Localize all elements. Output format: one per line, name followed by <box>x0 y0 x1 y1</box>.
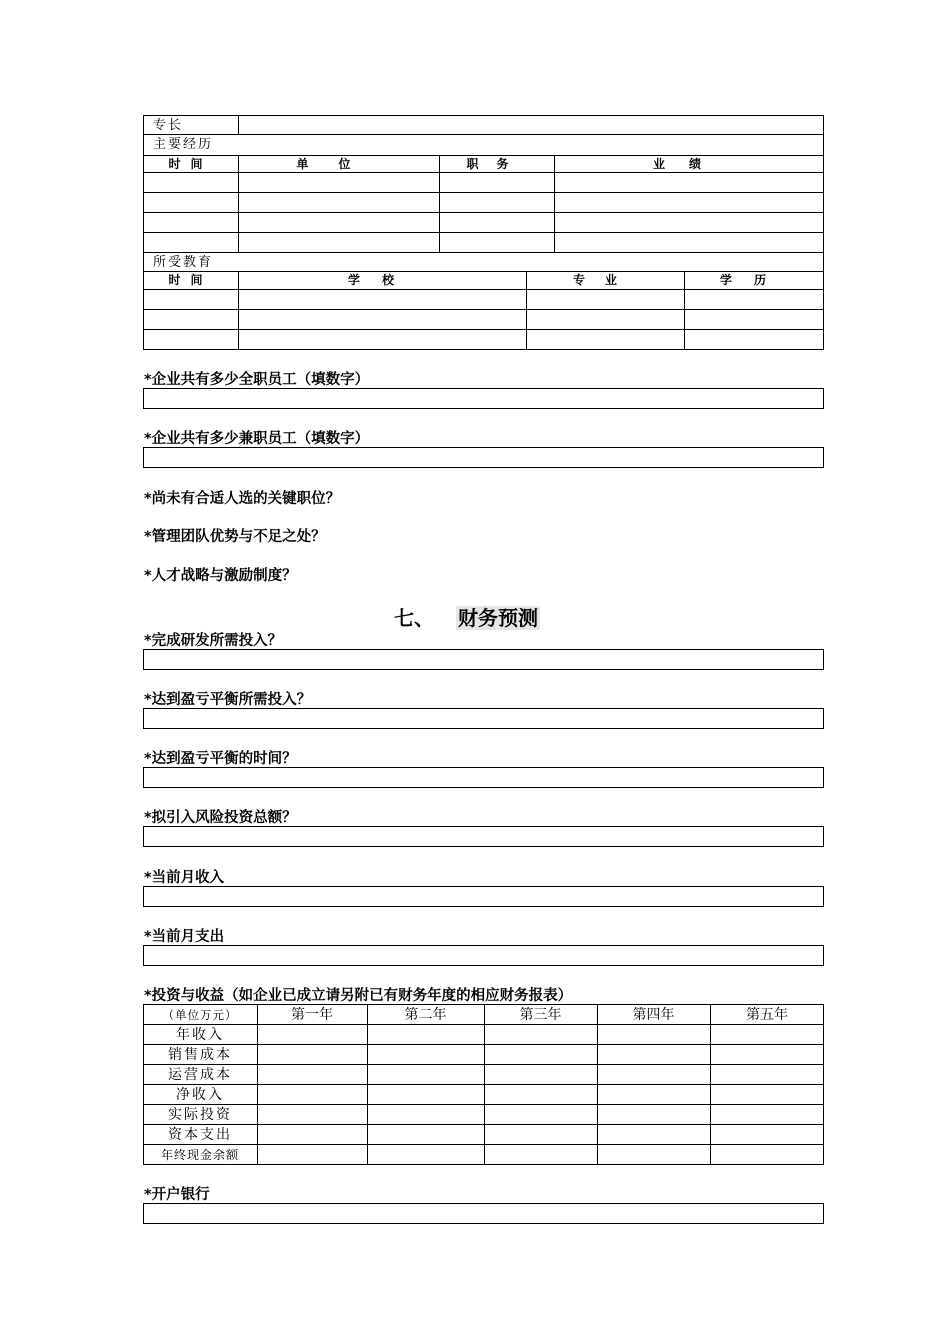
section-heading <box>394 604 540 632</box>
education-header-time: 时间 <box>168 273 213 287</box>
question-management-team: *管理团队优势与不足之处？ <box>144 529 326 545</box>
specialty-label: 专长 <box>153 118 184 133</box>
experience-header-achievement: 业绩 <box>652 157 725 171</box>
section-title: 财务预测 <box>458 606 538 630</box>
specialty-field[interactable] <box>240 116 823 134</box>
experience-header-position: 职务 <box>466 157 527 171</box>
question-bank: *开户银行 <box>144 1187 210 1203</box>
parttime-staff-input[interactable] <box>143 447 824 468</box>
question-monthly-expense: *当前月支出 <box>144 929 225 945</box>
forecast-row-label: 实际投资 <box>168 1107 232 1123</box>
question-investment-return: *投资与收益（如企业已成立请另附已有财务年度的相应财务报表） <box>144 988 573 1004</box>
experience-label: 主要经历 <box>153 137 214 152</box>
breakeven-investment-input[interactable] <box>143 708 824 729</box>
bank-input[interactable] <box>143 1203 824 1224</box>
venture-capital-input[interactable] <box>143 826 824 847</box>
monthly-expense-input[interactable] <box>143 945 824 966</box>
question-fulltime-staff: *企业共有多少全职员工（填数字） <box>144 372 370 388</box>
question-key-positions: *尚未有合适人选的关键职位？ <box>144 491 341 507</box>
forecast-row-label: 运营成本 <box>168 1067 232 1083</box>
education-label: 所受教育 <box>153 255 214 270</box>
breakeven-time-input[interactable] <box>143 767 824 788</box>
question-breakeven-investment: *达到盈亏平衡所需投入？ <box>144 692 312 708</box>
monthly-income-input[interactable] <box>143 886 824 907</box>
question-breakeven-time: *达到盈亏平衡的时间？ <box>144 751 297 767</box>
education-header-major: 专业 <box>572 273 637 287</box>
fulltime-staff-input[interactable] <box>143 388 824 409</box>
forecast-row-label: 年收入 <box>176 1027 224 1043</box>
question-monthly-income: *当前月收入 <box>144 870 225 886</box>
education-header-degree: 学历 <box>719 273 788 287</box>
forecast-year-1: 第一年 <box>291 1007 333 1023</box>
forecast-row-label: 销售成本 <box>168 1047 232 1063</box>
experience-header-unit: 单位 <box>296 157 381 171</box>
question-talent-strategy: *人才战略与激励制度？ <box>144 568 297 584</box>
experience-header-time: 时间 <box>168 157 213 171</box>
forecast-year-2: 第二年 <box>404 1007 447 1023</box>
forecast-row-label: 净收入 <box>176 1087 224 1103</box>
rd-investment-input[interactable] <box>143 649 824 670</box>
question-rd-investment: *完成研发所需投入？ <box>144 633 283 649</box>
question-parttime-staff: *企业共有多少兼职员工（填数字） <box>144 431 370 447</box>
forecast-unit-label: （单位万元） <box>162 1008 238 1022</box>
forecast-year-4: 第四年 <box>632 1007 675 1023</box>
education-header-school: 学校 <box>347 273 416 287</box>
question-venture-capital: *拟引入风险投资总额？ <box>144 810 297 826</box>
forecast-row-label: 资本支出 <box>168 1127 232 1143</box>
forecast-year-5: 第五年 <box>746 1007 788 1023</box>
section-number: 七、 <box>394 606 434 630</box>
forecast-row-label: 年终现金余额 <box>160 1148 239 1162</box>
forecast-year-3: 第三年 <box>519 1007 562 1023</box>
